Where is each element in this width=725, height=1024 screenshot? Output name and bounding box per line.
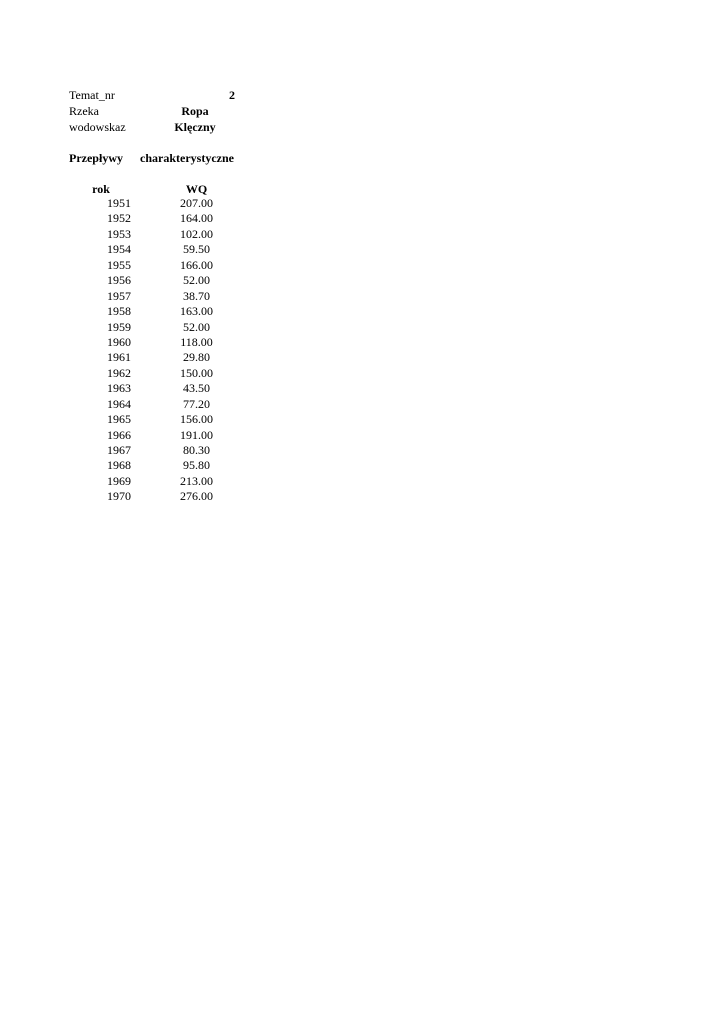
table-row (69, 211, 249, 226)
year-cell: 1957 (107, 288, 131, 303)
wq-cell: 95.80 (183, 458, 210, 473)
year-cell: 1961 (107, 350, 131, 365)
wq-cell: 52.00 (183, 319, 210, 334)
wq-cell: 164.00 (180, 211, 213, 226)
table-row (69, 320, 249, 335)
column-header-rok: rok (92, 182, 110, 196)
wq-cell: 59.50 (183, 242, 210, 257)
rzeka-value: Ropa (181, 104, 209, 118)
year-cell: 1954 (107, 242, 131, 257)
wq-cell: 29.80 (183, 350, 210, 365)
table-row (69, 350, 249, 365)
wq-cell: 207.00 (180, 196, 213, 210)
table-row (69, 489, 249, 504)
table-row (69, 304, 249, 319)
wq-cell: 38.70 (183, 288, 210, 303)
temat-value: 2 (229, 88, 235, 102)
table-row (69, 196, 249, 211)
wq-cell: 43.50 (183, 381, 210, 396)
table-row (69, 273, 249, 288)
table-row (69, 335, 249, 350)
wq-cell: 77.20 (183, 396, 210, 411)
wq-cell: 80.30 (183, 443, 210, 457)
table-row (69, 397, 249, 412)
table-row (69, 474, 249, 489)
year-cell: 1967 (107, 443, 131, 457)
wodowskaz-label: wodowskaz (69, 120, 126, 134)
wq-cell: 102.00 (180, 226, 213, 241)
wq-cell: 213.00 (180, 473, 213, 488)
year-cell: 1955 (107, 257, 131, 272)
year-cell: 1962 (107, 365, 131, 380)
wodowskaz-value: Klęczny (174, 120, 216, 134)
wq-cell: 276.00 (180, 489, 213, 504)
table-row (69, 412, 249, 427)
wq-cell: 163.00 (180, 304, 213, 319)
year-cell: 1958 (107, 304, 131, 319)
table-row (69, 366, 249, 381)
table-row (69, 227, 249, 242)
table-row (69, 258, 249, 273)
temat-label: Temat_nr (69, 88, 115, 102)
wq-cell: 52.00 (183, 273, 210, 288)
table-row (69, 242, 249, 257)
section-title-right: charakterystyczne (140, 151, 234, 165)
table-row (69, 458, 249, 473)
section-title-left: Przepływy (69, 151, 123, 165)
rzeka-label: Rzeka (69, 104, 99, 118)
year-cell: 1956 (107, 273, 131, 288)
year-cell: 1969 (107, 473, 131, 488)
wq-cell: 118.00 (180, 334, 213, 349)
table-row (69, 289, 249, 304)
flow-data-table (69, 196, 249, 505)
wq-cell: 166.00 (180, 257, 213, 272)
table-row (69, 381, 249, 396)
year-cell: 1960 (107, 334, 131, 349)
table-row (69, 428, 249, 443)
year-cell: 1964 (107, 396, 131, 411)
year-cell: 1951 (107, 196, 131, 210)
year-cell: 1968 (107, 458, 131, 473)
year-cell: 1953 (107, 226, 131, 241)
year-cell: 1970 (107, 489, 131, 504)
year-cell: 1959 (107, 319, 131, 334)
column-header-wq: WQ (185, 182, 208, 196)
year-cell: 1966 (107, 427, 131, 442)
table-row (69, 443, 249, 458)
wq-cell: 156.00 (180, 412, 213, 427)
year-cell: 1965 (107, 412, 131, 427)
wq-cell: 150.00 (180, 365, 213, 380)
year-cell: 1963 (107, 381, 131, 396)
year-cell: 1952 (107, 211, 131, 226)
wq-cell: 191.00 (180, 427, 213, 442)
